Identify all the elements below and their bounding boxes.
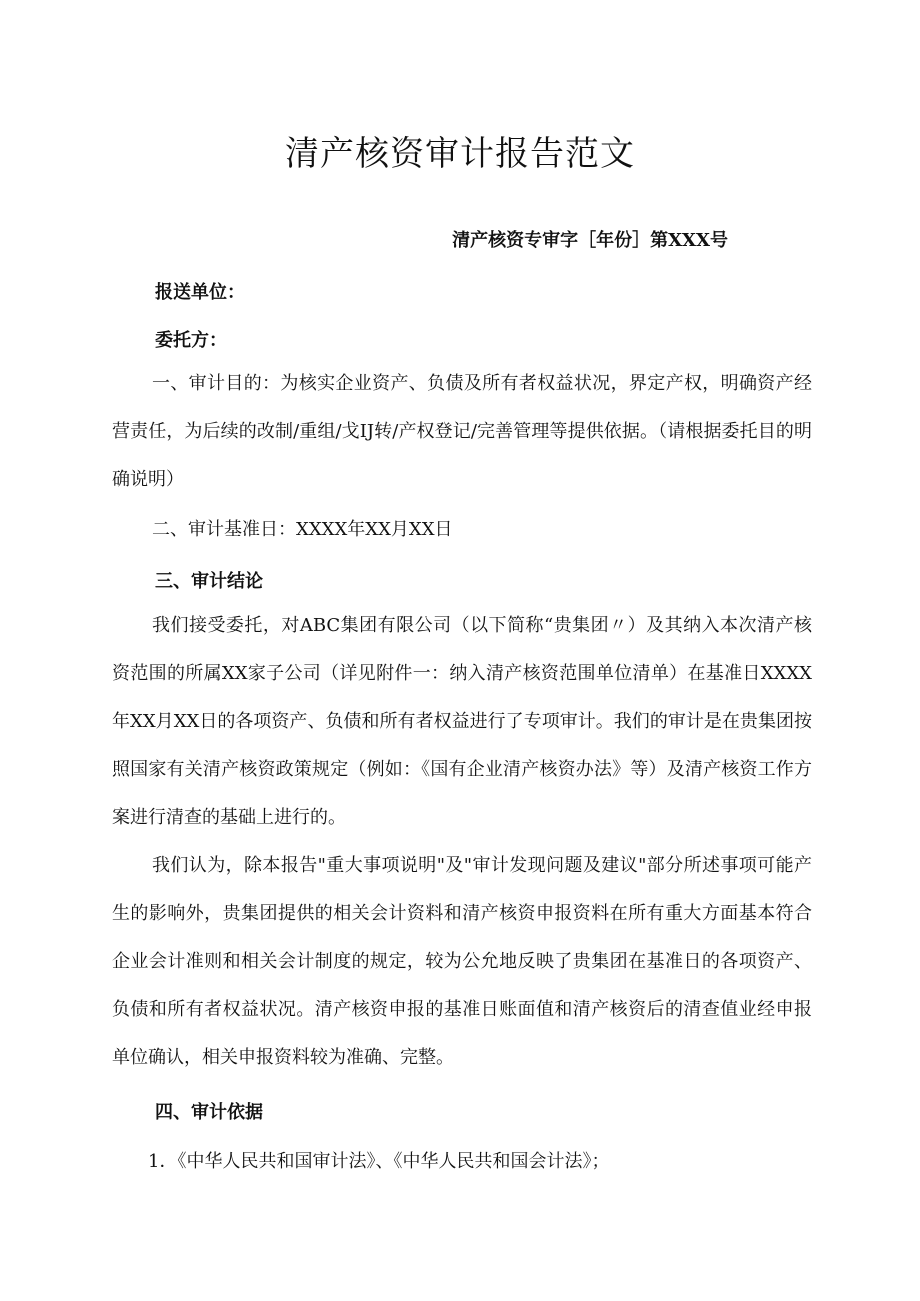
audit-basis-item-1: 1．《中华人民共和国审计法》、《中华人民共和国会计法》； (148, 1151, 610, 1172)
audit-basis-heading: 四、审计依据 (155, 1102, 263, 1123)
audit-conclusion-paragraph-2: 我们认为，除本报告"重大事项说明"及"审计发现问题及建议"部分所述事项可能产生的影响外，贵集团提供的相关会计资料和清产核资申报资料在所有重大方面基本符合企业会计准则和相关会计制度的规定，较为公允地反映了贵集团在基准日的各项资产、负债和所有者权益状况。清产核资申报的基准日账面值和清产核资后的清查值业经申报单位确认，相关申报资料较为准确、完整。 (112, 855, 812, 1068)
audit-conclusion-paragraph-1: 我们接受委托，对ABC集团有限公司（以下简称“贵集团〃）及其纳入本次清产核资范围的所属XX家子公司（详见附件一：纳入清产核资范围单位清单）在基准日XXXX年XX月XX日的各项资产、负债和所有者权益进行了专项审计。我们的审计是在贵集团按照国家有关清产核资政策规定（例如：《国有企业清产核资办法》等）及清产核资工作方案进行清查的基础上进行的。 (112, 615, 812, 828)
audit-base-date-paragraph: 二、审计基准日：XXXX年XX月XX日 (152, 519, 453, 540)
client-label: 委托方： (155, 330, 227, 351)
document-number: 清产核资专审字［年份］第XXX号 (452, 230, 728, 251)
audit-purpose-paragraph: 一、审计目的：为核实企业资产、负债及所有者权益状况，界定产权，明确资产经营责任，为后续的改制/重组/戈IJ转/产权登记/完善管理等提供依据。（请根据委托目的明确说明） (112, 373, 812, 490)
recipient-label: 报送单位： (155, 282, 245, 303)
audit-conclusion-heading: 三、审计结论 (155, 571, 263, 592)
document-title: 清产核资审计报告范文 (285, 134, 635, 174)
